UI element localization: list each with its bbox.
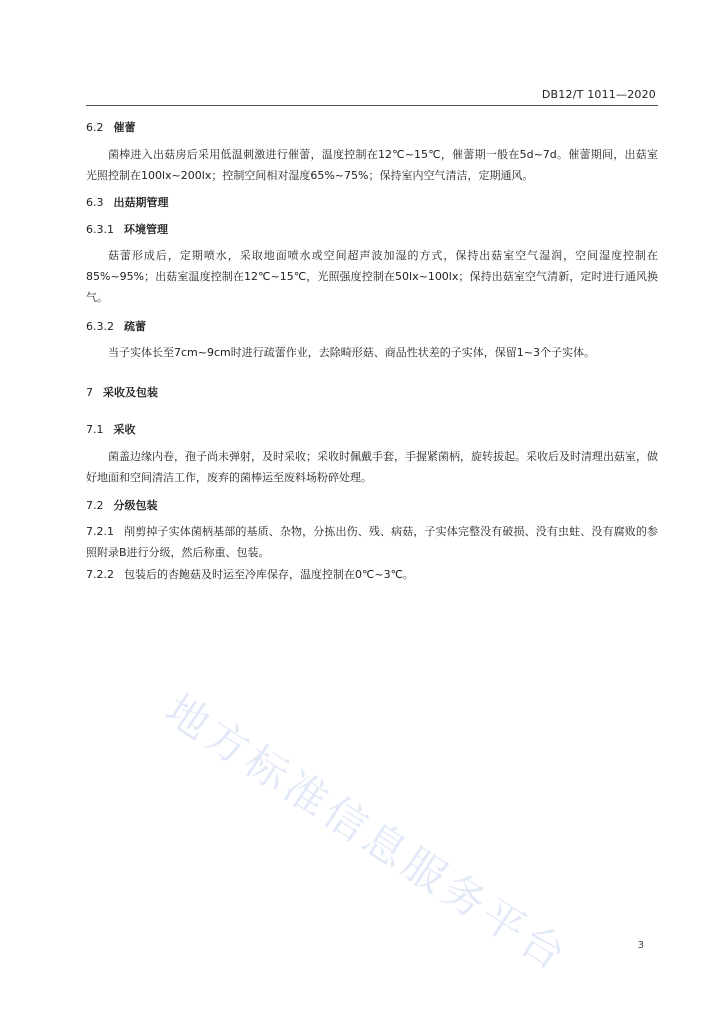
paragraph-6-3-1: 菇蕾形成后，定期喷水，采取地面喷水或空间超声波加湿的方式，保持出菇室空气湿润，空间湿度控制在85%~95%；出菇室温度控制在12℃~15℃，光照强度控制在50lx~100lx；保持出菇室空气清新，定时进行通风换气。 bbox=[86, 249, 658, 304]
section-title: 疏蕾 bbox=[124, 320, 146, 333]
section-title: 出菇期管理 bbox=[113, 196, 169, 209]
section-heading-7-1 bbox=[86, 419, 658, 440]
section-heading-7 bbox=[86, 382, 658, 403]
watermark: 地方标准信息服务平台 bbox=[156, 684, 578, 982]
section-number: 6.3.2 bbox=[86, 320, 114, 333]
section-title: 环境管理 bbox=[124, 223, 168, 236]
section-title: 采收及包装 bbox=[103, 386, 158, 399]
section-number: 7.1 bbox=[86, 423, 104, 436]
section-number: 7.2 bbox=[86, 499, 104, 512]
clause-text: 削剪掉子实体菌柄基部的基质、杂物，分拣出伤、残、病菇，子实体完整没有破损、没有虫蛀、没有腐败的参照附录B进行分级，然后称重、包装。 bbox=[86, 525, 658, 559]
clause-7-2-1 bbox=[86, 521, 658, 563]
section-heading-6-3 bbox=[86, 192, 658, 213]
clause-text: 包装后的杏鲍菇及时运至冷库保存，温度控制在0℃~3℃。 bbox=[124, 568, 414, 581]
section-number: 6.3 bbox=[86, 196, 104, 209]
document-code: DB12/T 1011—2020 bbox=[541, 88, 656, 101]
clause-number: 7.2.1 bbox=[86, 525, 114, 538]
section-title: 催蕾 bbox=[113, 121, 136, 134]
section-heading-6-2 bbox=[86, 117, 658, 138]
section-number: 6.2 bbox=[86, 121, 104, 134]
section-title: 采收 bbox=[113, 423, 136, 436]
section-heading-7-2 bbox=[86, 495, 658, 516]
section-heading-6-3-1 bbox=[86, 219, 658, 240]
section-number: 7 bbox=[86, 386, 93, 399]
section-title: 分级包装 bbox=[113, 499, 158, 512]
clause-number: 7.2.2 bbox=[86, 568, 114, 581]
clause-7-2-2 bbox=[86, 564, 658, 585]
header-rule bbox=[86, 105, 658, 106]
section-heading-6-3-2 bbox=[86, 316, 658, 337]
paragraph-6-2: 菌棒进入出菇房后采用低温刺激进行催蕾，温度控制在12℃~15℃，催蕾期一般在5d~7d。催蕾期间，出菇室光照控制在100lx~200lx；控制空间相对湿度65%~75%；保持室内空气清洁，定期通风。 bbox=[86, 148, 658, 182]
section-number: 6.3.1 bbox=[86, 223, 114, 236]
paragraph-6-3-2: 当子实体长至7cm~9cm时进行疏蕾作业，去除畸形菇、商品性状差的子实体，保留1~3个子实体。 bbox=[108, 346, 595, 359]
paragraph-7-1: 菌盖边缘内卷，孢子尚未弹射，及时采收；采收时佩戴手套，手握紧菌柄，旋转拔起。采收后及时清理出菇室，做好地面和空间清洁工作，废弃的菌棒运至废料场粉碎处理。 bbox=[86, 450, 658, 484]
page-number: 3 bbox=[637, 940, 644, 951]
